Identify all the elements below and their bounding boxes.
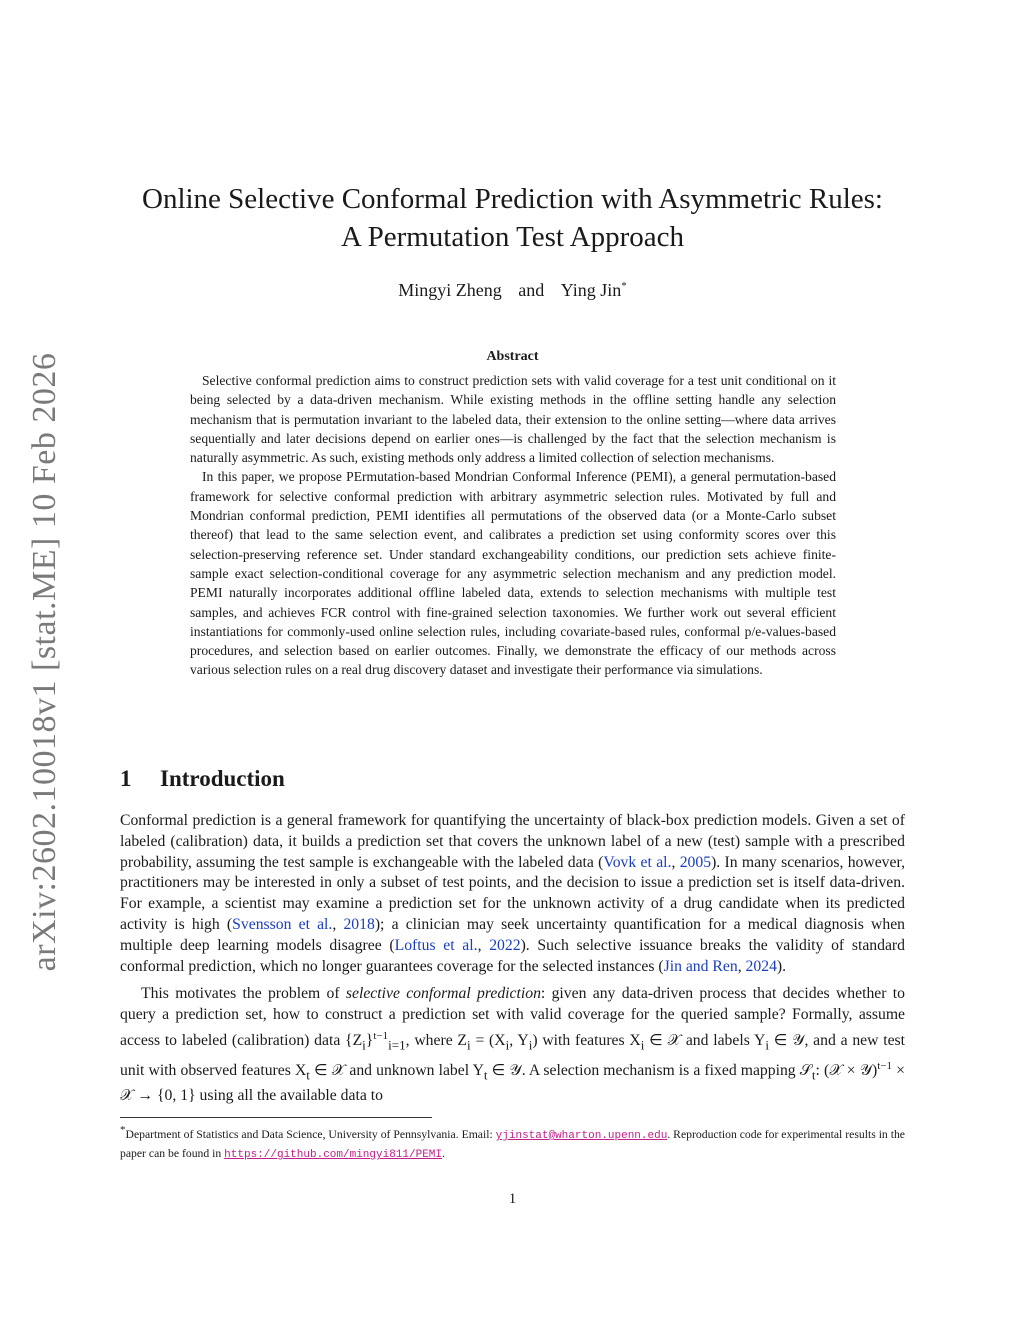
text-run: × 𝒳 → {0, 1} using all the available data to bbox=[120, 1062, 905, 1105]
author-list bbox=[120, 280, 905, 301]
text-run: , bbox=[332, 915, 344, 933]
math-subscript: i bbox=[640, 1037, 645, 1053]
text-run: , where Z bbox=[405, 1032, 468, 1050]
text-run: : (𝒳 × 𝒴) bbox=[815, 1062, 878, 1080]
citation-year-link[interactable]: 2022 bbox=[489, 936, 521, 954]
text-run: : given any data-driven process that decides whether to query a prediction set, how to construct a prediction set with valid coverage for the queried sample? Formally, assume access to labeled (calibration) data {Z bbox=[120, 985, 905, 1050]
text-run: ∈ 𝒴, and a new test unit with observed features X bbox=[120, 1032, 906, 1080]
citation-link[interactable]: Loftus et al. bbox=[394, 936, 478, 954]
abstract-heading: Abstract bbox=[486, 349, 539, 364]
abstract-paragraph: Selective conformal prediction aims to construct prediction sets with valid coverage for a test unit conditional on it being selected by a data-driven mechanism. While existing methods in the offline setting handle any selection mechanism that is permutation invariant to the labeled data, their extension to the online setting—where data arrives sequentially and later decisions depend on earlier ones—is challenged by the fact that the selection mechanism is naturally asymmetric. As such, existing methods only address a limited collection of selection mechanisms. bbox=[190, 373, 836, 466]
citation-link[interactable]: Vovk et al. bbox=[603, 853, 672, 871]
footnote-mark: * bbox=[621, 280, 627, 292]
citation-year-link[interactable]: 2018 bbox=[343, 915, 375, 933]
text-run: , bbox=[477, 936, 490, 954]
section-number: 1 bbox=[120, 766, 132, 791]
math-subscript: t bbox=[483, 1067, 488, 1083]
text-run: . Reproduction code for experimental results in the paper can be found in bbox=[120, 1127, 905, 1161]
citation-link[interactable]: Jin and Ren bbox=[663, 957, 738, 975]
body-paragraph bbox=[120, 811, 905, 977]
abstract-paragraph: In this paper, we propose PErmutation-based Mondrian Conformal Inference (PEMI), a general permutation-based framework for selective conformal prediction with arbitrary asymmetric selection rules. Motivated by full and Mondrian conformal prediction, PEMI identifies all permutations of the observed data (or a Monte-Carlo subset thereof) that lead to the same selection event, and calibrates a prediction set using conformity scores over this selection-preserving reference set. Under standard exchangeability conditions, our prediction sets achieve finite-sample exact selection-conditional coverage for any asymmetric selection mechanism and any prediction model. PEMI naturally incorporates additional offline labeled data, extends to selection mechanisms with multiple test samples, and achieves FCR control with fine-grained selection taxonomies. We further work out several efficient instantiations for commonly-used online selection rules, including covariate-based rules, conformal p/e-values-based procedures, and selection based on earlier outcomes. Finally, we demonstrate the efficacy of our methods across various selection rules on a real drug discovery dataset and investigate their performance via simulations. bbox=[190, 469, 836, 678]
math-subscript: i bbox=[362, 1037, 366, 1053]
text-run: ); a clinician may seek uncertainty quantification for a medical diagnosis when multiple deep learning models disagree ( bbox=[120, 915, 906, 954]
math-subscript: i bbox=[505, 1037, 510, 1053]
citation-link[interactable]: Svensson et al. bbox=[232, 915, 333, 933]
body-paragraph: This motivates the problem of selective conformal prediction: given any data-driven process that decides whether to query a prediction set, how to construct a prediction set with valid coverage for the queried sample? Formally, assume access to labeled (calibration) data $\{Z_i\}^{t-1}_{i=1}$, where $Z_i = (X_i$, $Y_i$) with features $X_i$ ∈ 𝒳 and labels $Y_i$ ∈ 𝒴, and a new test unit with observed features $X_t$ ∈ 𝒳 and unknown label $Y_t$ ∈ 𝒴. A selection mechanism is a fixed mapping 𝒮$_t$: (𝒳 × 𝒴)$^{t-1}$ × 𝒳 → {0, 1} using all the available data to bbox=[120, 985, 906, 1105]
text-run: . bbox=[442, 1147, 445, 1161]
text-run: Department of Statistics and Data Science, University of Pennsylvania. Email: bbox=[125, 1127, 496, 1141]
text-run: , Y bbox=[509, 1032, 529, 1050]
author-name: Ying Jin bbox=[560, 280, 622, 300]
footnote-divider bbox=[120, 1117, 432, 1118]
author-name-with-mark bbox=[561, 280, 627, 300]
text-run: ). Such selective issuance breaks the validity of standard conformal prediction, which no longer guarantees coverage for the selected instances ( bbox=[120, 936, 905, 975]
citation-year-link[interactable]: 2024 bbox=[745, 957, 777, 975]
text-run: , bbox=[671, 853, 680, 871]
title-line-2: A Permutation Test Approach bbox=[341, 221, 684, 253]
author-joiner: and bbox=[518, 280, 545, 300]
arxiv-identifier: arXiv:2602.10018v1 [stat.ME] 10 Feb 2026 bbox=[26, 352, 63, 972]
code-url-link[interactable]: https://github.com/mingyi811/PEMI bbox=[224, 1149, 443, 1162]
text-run: ). bbox=[776, 957, 787, 975]
author-name: Mingyi Zheng bbox=[398, 280, 502, 300]
page-number: 1 bbox=[508, 1191, 517, 1207]
text-run: ∈ 𝒳 and labels Y bbox=[644, 1032, 766, 1050]
citation-year-link[interactable]: 2005 bbox=[679, 853, 712, 871]
footnote bbox=[120, 1122, 905, 1165]
section-body bbox=[120, 811, 905, 1114]
text-run: This motivates the problem of bbox=[141, 985, 346, 1003]
math-subscript: i=1 bbox=[388, 1037, 406, 1053]
title-line-1: Online Selective Conformal Prediction with Asymmetric Rules: bbox=[142, 183, 883, 215]
section-heading bbox=[120, 766, 905, 792]
paper-title bbox=[120, 180, 905, 256]
text-run: = (X bbox=[470, 1032, 506, 1050]
math-subscript: i bbox=[765, 1037, 769, 1053]
text-run: , bbox=[737, 957, 746, 975]
text-run: Conformal prediction is a general framework for quantifying the uncertainty of black-box prediction models. Given a set of labeled (calibration) data, it builds a prediction set that covers the unknown label of a new (test) sample with a prescribed probability, assuming the test sample is exchangeable with the labeled data ( bbox=[120, 812, 905, 871]
section-title: Introduction bbox=[160, 766, 285, 791]
math-subscript: i bbox=[467, 1037, 471, 1053]
math-superscript: t−1 bbox=[877, 1060, 893, 1073]
text-run: ). In many scenarios, however, practitioners may be interested in only a subset of test points, and the decision to issue a prediction set is itself data-driven. For example, a scientist may examine a prediction set for the unknown activity of a drug candidate when its predicted activity is high ( bbox=[120, 853, 906, 933]
math-subscript: t bbox=[811, 1067, 816, 1083]
math-superscript: t−1 bbox=[373, 1029, 389, 1042]
abstract bbox=[190, 371, 836, 680]
math-subscript: i bbox=[528, 1037, 533, 1053]
text-run: ) with features X bbox=[532, 1032, 641, 1050]
footnote-mark: * bbox=[120, 1124, 126, 1136]
text-run: ∈ 𝒳 and unknown label Y bbox=[309, 1062, 484, 1080]
math-subscript: t bbox=[306, 1067, 310, 1083]
email-link[interactable]: yjinstat@wharton.upenn.edu bbox=[495, 1129, 668, 1142]
emphasis-text: selective conformal prediction bbox=[345, 985, 541, 1003]
text-run: ∈ 𝒴. A selection mechanism is a fixed mapping 𝒮 bbox=[487, 1062, 812, 1080]
